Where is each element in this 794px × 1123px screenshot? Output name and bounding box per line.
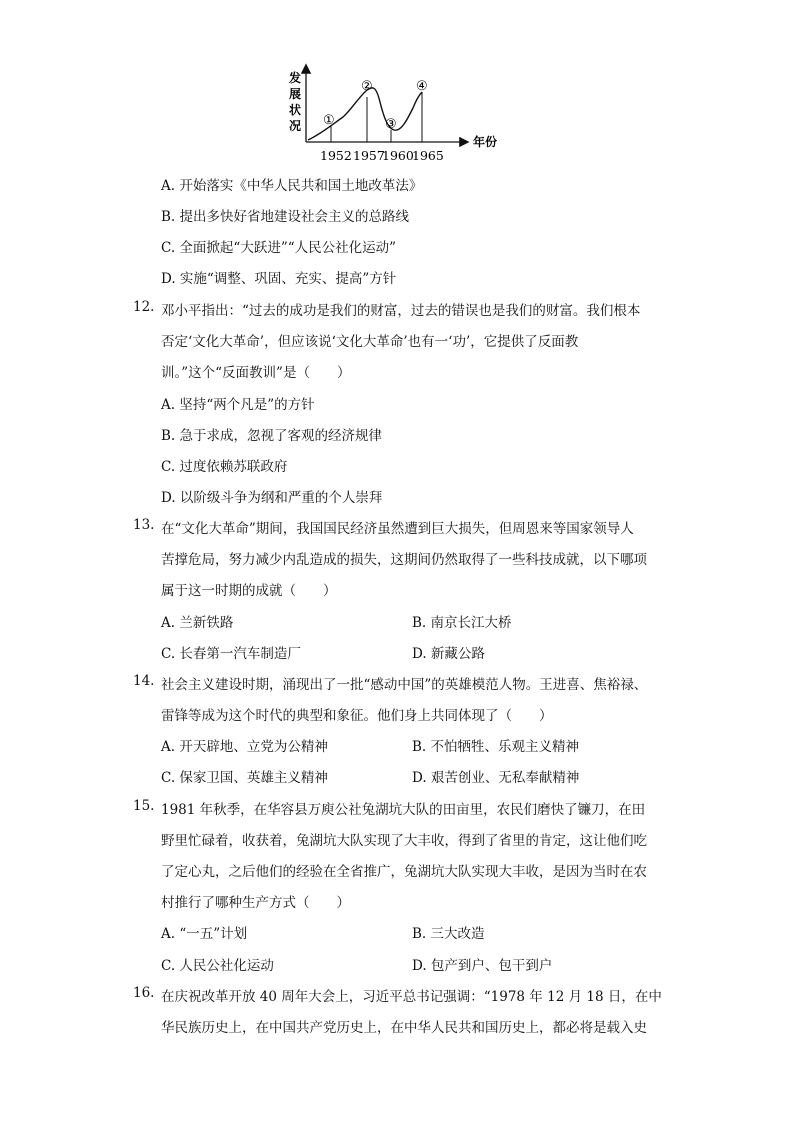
- q13-line-3: 属于这一时期的成就（ ）: [161, 583, 337, 599]
- q15-number: 15.: [133, 798, 155, 814]
- q15-option-a[interactable]: A. “一五”计划: [161, 926, 248, 942]
- q13-option-c[interactable]: C. 长春第一汽车制造厂: [161, 646, 301, 662]
- q13-number: 13.: [133, 517, 155, 533]
- y-label-char-2: 展: [289, 87, 302, 101]
- point-label-1: ①: [323, 113, 335, 128]
- q12-option-b[interactable]: B. 急于求成，忽视了客观的经济规律: [161, 428, 383, 444]
- q12-line-3: 训。”这个“反面教训”是（ ）: [161, 365, 351, 381]
- q14-option-d[interactable]: D. 艰苦创业、无私奉献精神: [412, 770, 580, 786]
- q11-option-a[interactable]: A. 开始落实《中华人民共和国土地改革法》: [161, 178, 423, 194]
- q12-option-d[interactable]: D. 以阶级斗争为纲和严重的个人崇拜: [161, 490, 383, 506]
- q15-option-b[interactable]: B. 三大改造: [412, 926, 485, 942]
- q15-line-4: 村推行了哪种生产方式（ ）: [161, 895, 350, 911]
- q14-option-a[interactable]: A. 开天辟地、立党为公精神: [161, 739, 328, 755]
- q13-option-b[interactable]: B. 南京长江大桥: [412, 615, 512, 631]
- q12-line-2: 否定‘文化大革命’，但应该说‘文化大革命’也有一‘功’，它提供了反面教: [161, 334, 579, 350]
- q13-line-1: 在“文化大革命”期间，我国国民经济虽然遭到巨大损失，但周恩来等国家领导人: [161, 521, 634, 537]
- point-label-3: ③: [385, 117, 397, 132]
- q14-option-b[interactable]: B. 不怕牺牲、乐观主义精神: [412, 739, 580, 755]
- q15-line-2: 野里忙碌着，收获着，兔湖坑大队实现了大丰收，得到了省里的肯定，这让他们吃: [161, 833, 647, 849]
- q16-line-1: 在庆祝改革开放 40 周年大会上，习近平总书记强调：“1978 年 12 月 18 日，在中: [161, 989, 662, 1005]
- tick-label-1965: 1965: [412, 148, 444, 163]
- q14-line-1: 社会主义建设时期，涌现出了一批“感动中国”的英雄模范人物。王进喜、焦裕禄、: [161, 677, 648, 693]
- point-label-2: ②: [361, 79, 373, 94]
- q11-option-b[interactable]: B. 提出多快好省地建设社会主义的总路线: [161, 209, 410, 225]
- q15-line-1: 1981 年秋季，在华容县万庾公社兔湖坑大队的田亩里，农民们磨快了镰刀，在田: [161, 802, 646, 818]
- q13-line-2: 苦撑危局，努力减少内乱造成的损失，这期间仍然取得了一些科技成就，以下哪项: [161, 552, 647, 568]
- development-chart: [283, 62, 505, 167]
- q15-option-c[interactable]: C. 人民公社化运动: [161, 958, 274, 974]
- y-label-char-4: 况: [289, 119, 302, 133]
- q14-line-2: 雷锋等成为这个时代的典型和象征。他们身上共同体现了（ ）: [161, 708, 553, 724]
- q12-option-c[interactable]: C. 过度依赖苏联政府: [161, 459, 288, 475]
- q12-line-1: 邓小平指出：“过去的成功是我们的财富，过去的错误也是我们的财富。我们根本: [161, 303, 641, 319]
- tick-label-1960: 1960: [382, 148, 414, 163]
- q13-option-d[interactable]: D. 新藏公路: [412, 646, 485, 662]
- x-axis-label: 年份: [473, 135, 498, 149]
- q15-line-3: 了定心丸，之后他们的经验在全省推广，兔湖坑大队实现大丰收，是因为当时在农: [161, 864, 647, 880]
- y-label-char-3: 状: [289, 103, 302, 117]
- q16-number: 16.: [133, 985, 155, 1001]
- y-label-char-1: 发: [289, 71, 302, 85]
- q12-option-a[interactable]: A. 坚持“两个凡是”的方针: [161, 397, 315, 413]
- chart-svg: [283, 62, 505, 167]
- q14-number: 14.: [133, 673, 155, 689]
- q15-option-d[interactable]: D. 包产到户、包干到户: [412, 958, 553, 974]
- tick-label-1952: 1952: [320, 148, 352, 163]
- point-label-4: ④: [416, 79, 428, 94]
- q11-option-d[interactable]: D. 实施“调整、巩固、充实、提高”方针: [161, 271, 397, 287]
- q11-option-c[interactable]: C. 全面掀起“大跃进”“人民公社化运动”: [161, 240, 397, 256]
- q13-option-a[interactable]: A. 兰新铁路: [161, 615, 234, 631]
- tick-label-1957: 1957: [353, 148, 385, 163]
- q16-line-2: 华民族历史上，在中国共产党历史上，在中华人民共和国历史上，都必将是载入史: [161, 1020, 647, 1036]
- q12-number: 12.: [133, 299, 155, 315]
- q14-option-c[interactable]: C. 保家卫国、英雄主义精神: [161, 770, 328, 786]
